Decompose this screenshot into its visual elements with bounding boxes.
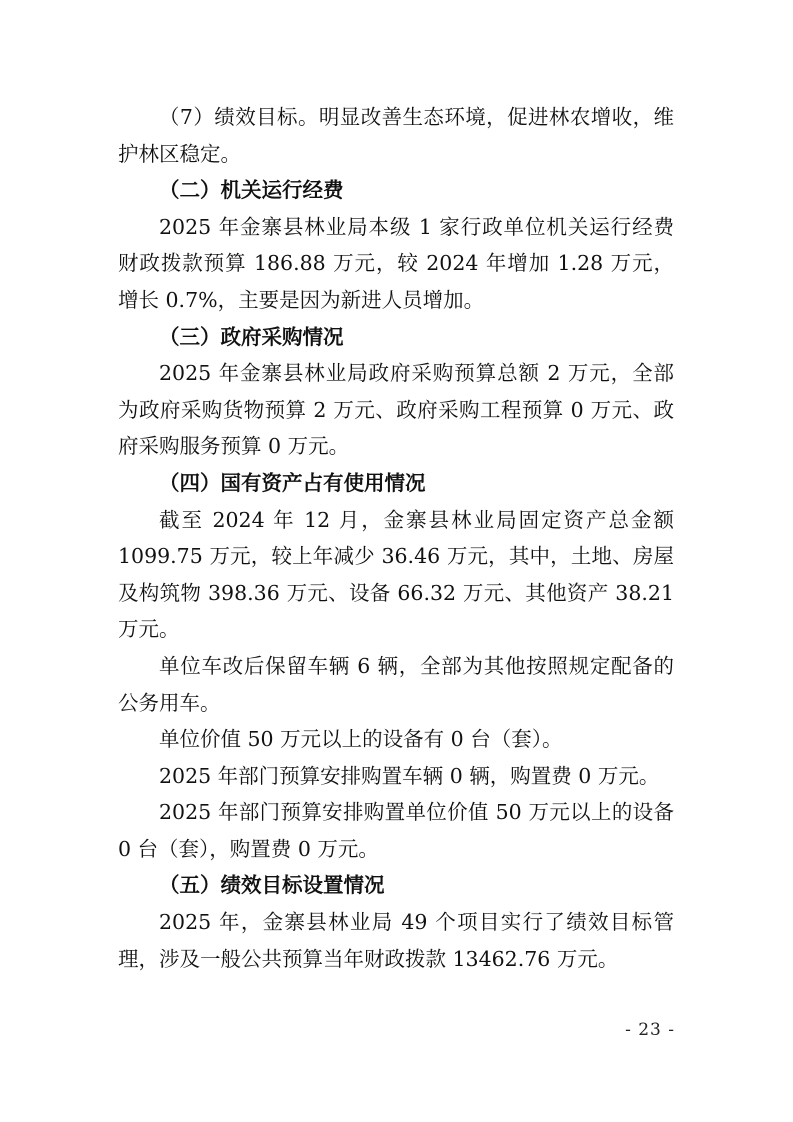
paragraph-equipment: 单位价值 50 万元以上的设备有 0 台（套）。	[159, 727, 563, 752]
heading-government-procurement: （三）政府采购情况	[159, 324, 344, 349]
paragraph-operating-expenses: 2025 年金寨县林业局本级 1 家行政单位机关运行经费财政拨款预算 186.88 万元，较 2024 年增加 1.28 万元，增长 0.7%，主要是因为新进人员增加。	[118, 214, 674, 312]
paragraph-government-procurement: 2025 年金寨县林业局政府采购预算总额 2 万元，全部为政府采购货物预算 2 万元、政府采购工程预算 0 万元、政府采购服务预算 0 万元。	[118, 361, 674, 459]
paragraph-performance-targets: 2025 年，金寨县林业局 49 个项目实行了绩效目标管理，涉及一般公共预算当年财政拨款 13462.76 万元。	[118, 910, 674, 971]
paragraph-performance-goal: （7）绩效目标。明显改善生态环境，促进林农增收，维护林区稳定。	[118, 105, 674, 166]
heading-state-assets: （四）国有资产占有使用情况	[159, 470, 426, 495]
page-number: - 23 -	[625, 1020, 675, 1040]
heading-performance-targets: （五）绩效目标设置情况	[159, 873, 385, 898]
paragraph-vehicles: 单位车改后保留车辆 6 辆，全部为其他按照规定配备的公务用车。	[118, 653, 674, 715]
paragraph-fixed-assets: 截至 2024 年 12 月，金寨县林业局固定资产总金额 1099.75 万元，较上年减少 36.46 万元，其中，土地、房屋及构筑物 398.36 万元、设备 66.32 万元、其他资产 38.21 万元。	[118, 507, 674, 642]
paragraph-vehicle-purchase: 2025 年部门预算安排购置车辆 0 辆，购置费 0 万元。	[159, 763, 660, 788]
document-body	[118, 99, 674, 977]
heading-operating-expenses: （二）机关运行经费	[159, 178, 344, 203]
paragraph-equipment-purchase: 2025 年部门预算安排购置单位价值 50 万元以上的设备 0 台（套），购置费 0 万元。	[118, 800, 674, 861]
